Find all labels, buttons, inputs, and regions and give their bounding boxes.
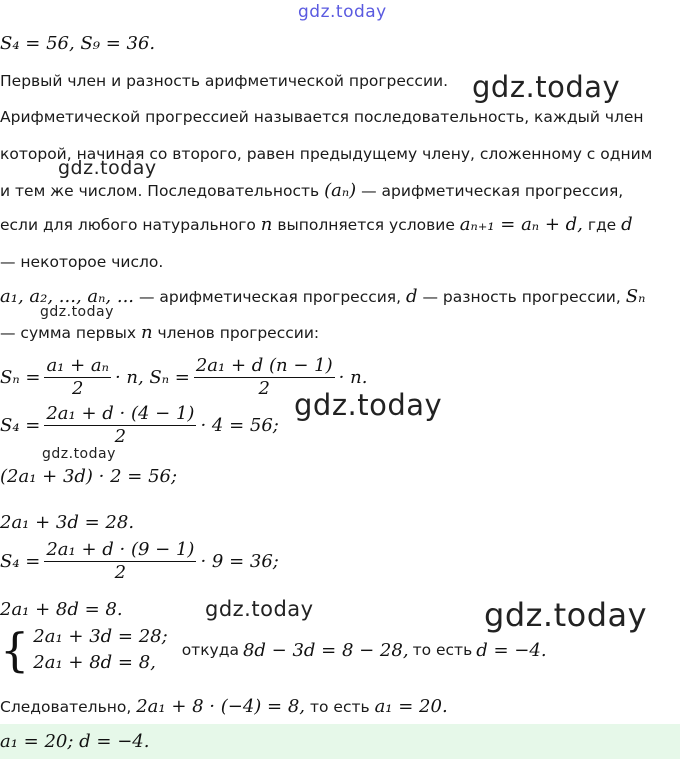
fraction-numerator: 2a₁ + d · (4 − 1) bbox=[46, 403, 195, 424]
formula-lhs: Sₙ = bbox=[0, 367, 41, 388]
system-result: d = −4. bbox=[476, 639, 547, 661]
answer: a₁ = 20; d = −4. bbox=[0, 731, 150, 752]
fraction bbox=[44, 403, 196, 448]
equation: (2a₁ + 3d) · 2 = 56; bbox=[0, 466, 178, 487]
definition-text: выполняется условие bbox=[277, 216, 455, 234]
conclusion-result: a₁ = 20. bbox=[374, 696, 448, 717]
conclusion-text: то есть bbox=[309, 698, 370, 716]
sum-text: членов прогрессии: bbox=[157, 324, 320, 342]
formula-end: · n. bbox=[338, 367, 368, 388]
watermark: gdz.today bbox=[58, 157, 157, 179]
watermark: gdz.today bbox=[298, 2, 387, 22]
system-lines bbox=[33, 624, 167, 676]
equation: 2a₁ + 8d = 8. bbox=[0, 599, 123, 620]
sequence-notation: (aₙ) bbox=[324, 180, 357, 201]
s9-equation bbox=[0, 539, 279, 584]
definition-text: — арифметическая прогрессия, bbox=[361, 182, 624, 200]
sum-text: — сумма первых bbox=[0, 324, 136, 342]
problem-heading: Первый член и разность арифметической прогрессии. bbox=[0, 72, 449, 90]
system-derivation: 8d − 3d = 8 − 28, bbox=[242, 639, 409, 661]
system-text: откуда bbox=[181, 641, 239, 659]
formula-mid: · n, Sₙ = bbox=[114, 367, 190, 388]
formula-end: · 9 = 36; bbox=[200, 551, 279, 572]
variable-n: n bbox=[140, 322, 153, 343]
conclusion-math: 2a₁ + 8 · (−4) = 8, bbox=[136, 696, 306, 717]
variable-d: d bbox=[621, 214, 633, 235]
fraction-denominator: 2 bbox=[258, 378, 270, 399]
fraction-denominator: 2 bbox=[114, 426, 127, 447]
s4-equation bbox=[0, 403, 279, 448]
answer-box bbox=[0, 724, 680, 759]
watermark: gdz.today bbox=[484, 596, 648, 634]
fraction-numerator: 2a₁ + d (n − 1) bbox=[195, 355, 333, 376]
formula-lhs: S₄ = bbox=[0, 415, 41, 436]
watermark: gdz.today bbox=[205, 597, 314, 621]
fraction bbox=[194, 355, 335, 400]
system-brace: { bbox=[0, 623, 30, 677]
fraction bbox=[44, 355, 111, 400]
formula-lhs: S₄ = bbox=[0, 551, 41, 572]
watermark: gdz.today bbox=[42, 446, 116, 462]
watermark: gdz.today bbox=[294, 388, 443, 422]
definition-line bbox=[0, 180, 623, 201]
definition-line: которой, начиная со второго, равен предыдущему члену, сложенному с одним bbox=[0, 145, 653, 163]
system-text: то есть bbox=[412, 641, 473, 659]
sum-formula bbox=[0, 355, 367, 400]
conclusion-text: Следовательно, bbox=[0, 698, 132, 716]
definition-text: если для любого натурального bbox=[0, 216, 256, 234]
fraction-denominator: 2 bbox=[71, 378, 84, 399]
sequence-text: — арифметическая прогрессия, bbox=[138, 288, 402, 306]
conclusion-line bbox=[0, 696, 448, 717]
formula-end: · 4 = 56; bbox=[200, 415, 279, 436]
progression-condition: aₙ₊₁ = aₙ + d, bbox=[459, 214, 583, 235]
fraction-denominator: 2 bbox=[114, 562, 127, 583]
fraction bbox=[44, 539, 196, 584]
variable-sn: Sₙ bbox=[625, 286, 646, 307]
definition-line bbox=[0, 214, 633, 235]
sum-description bbox=[0, 322, 319, 343]
sequence-terms: a₁, a₂, ..., aₙ, ... bbox=[0, 286, 135, 307]
given-values: S₄ = 56, S₉ = 36. bbox=[0, 33, 156, 54]
equation-system bbox=[0, 624, 547, 676]
fraction-numerator: 2a₁ + d · (9 − 1) bbox=[46, 539, 195, 560]
definition-line: Арифметической прогрессией называется последовательность, каждый член bbox=[0, 108, 644, 126]
definition-text: где bbox=[587, 216, 617, 234]
system-line: 2a₁ + 8d = 8, bbox=[33, 652, 156, 673]
sequence-line bbox=[0, 286, 645, 307]
variable-n: n bbox=[260, 214, 273, 235]
watermark: gdz.today bbox=[40, 304, 114, 320]
variable-d: d bbox=[406, 286, 418, 307]
fraction-numerator: a₁ + aₙ bbox=[46, 355, 109, 376]
definition-text: и тем же числом. Последовательность bbox=[0, 182, 320, 200]
watermark: gdz.today bbox=[472, 70, 621, 104]
equation: 2a₁ + 3d = 28. bbox=[0, 512, 135, 533]
system-line: 2a₁ + 3d = 28; bbox=[33, 626, 168, 647]
definition-line: — некоторое число. bbox=[0, 253, 164, 271]
sequence-text: — разность прогрессии, bbox=[422, 288, 621, 306]
